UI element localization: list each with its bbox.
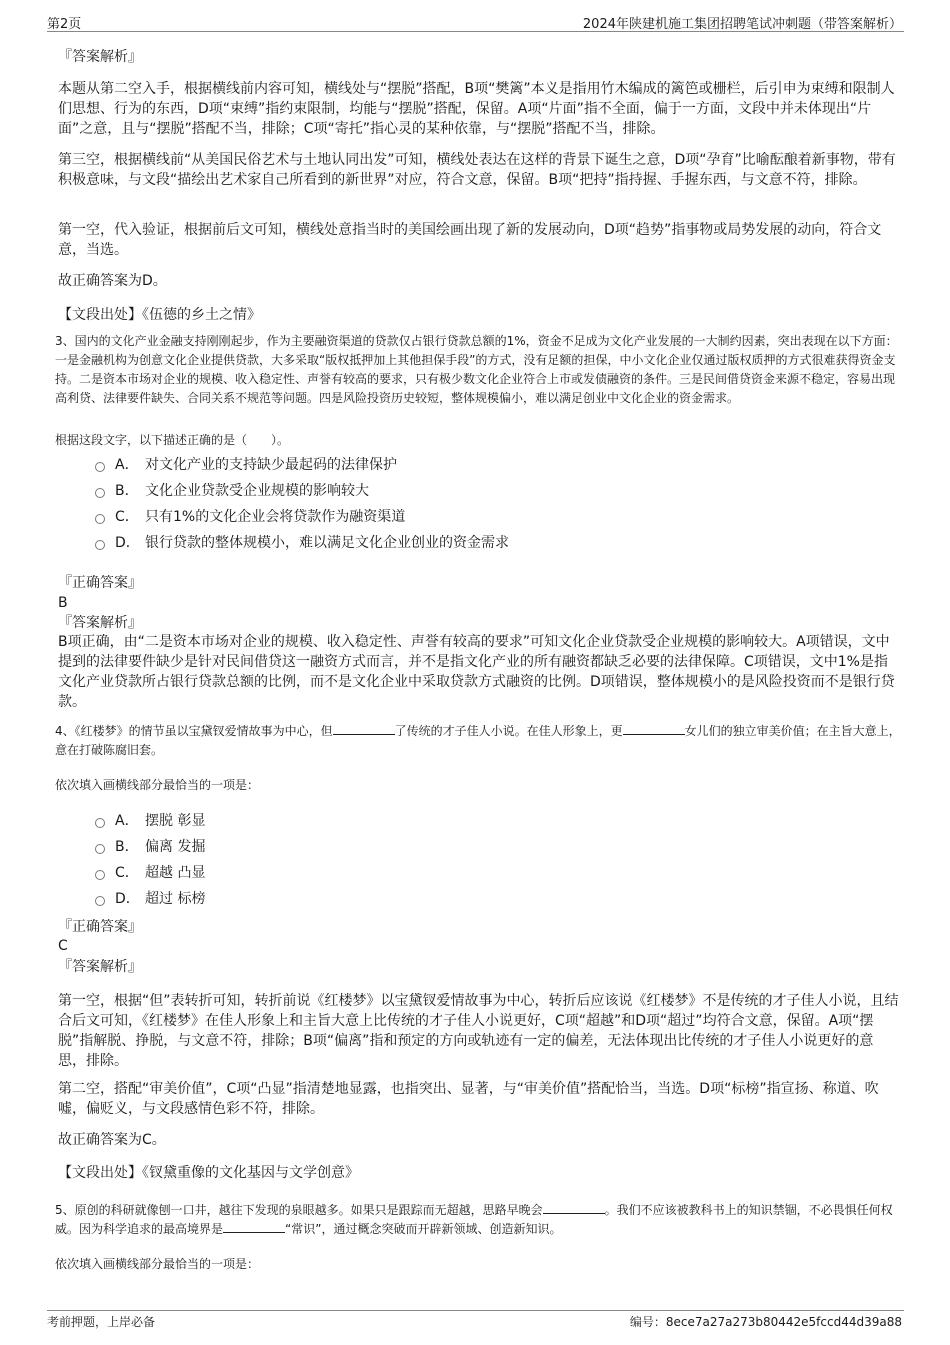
q4-option-a[interactable]: A． 摆脱 彰显: [95, 811, 205, 831]
radio-icon[interactable]: [95, 844, 105, 854]
footer-slogan: 考前押题，上岸必备: [47, 1315, 156, 1329]
q4-option-d[interactable]: D． 超过 标榜: [95, 889, 205, 909]
radio-icon[interactable]: [95, 540, 105, 550]
radio-icon[interactable]: [95, 488, 105, 498]
q3-option-d[interactable]: D． 银行贷款的整体规模小，难以满足文化企业创业的资金需求: [95, 533, 509, 553]
q4-answer-tag: 『正确答案』: [58, 919, 142, 935]
q3-answer-tag: 『正确答案』: [58, 575, 142, 591]
q4-answer: C: [58, 938, 68, 954]
fill-blank: [223, 1220, 285, 1233]
q4-option-b[interactable]: B． 偏离 发掘: [95, 837, 205, 857]
radio-icon[interactable]: [95, 462, 105, 472]
q2-analysis-tag: 『答案解析』: [58, 49, 142, 65]
fill-blank: [543, 1201, 605, 1214]
page-number: 第2页: [47, 17, 82, 32]
fill-blank: [623, 722, 685, 735]
footer-divider: [47, 1310, 904, 1311]
q2-source: 【文段出处】《伍德的乡土之情》: [58, 307, 261, 323]
q2-conclusion: 故正确答案为D。: [58, 273, 167, 289]
q3-option-a[interactable]: A． 对文化产业的支持缺少最起码的法律保护: [95, 455, 397, 475]
q4-source: 【文段出处】《钗黛重像的文化基因与文学创意》: [58, 1165, 359, 1181]
q3-stem: 3、国内的文化产业金融支持刚刚起步，作为主要融资渠道的贷款仅占银行贷款总额的1%，资金不足成为文化产业发展的一大制约因素，突出表现在以下方面：一是金融机构为创意文化企业提供贷款，大多采取“版权抵押加上其他担保手段”的方式，没有足额的担保，中小文化企业仅通过版权质押的方式很难获得资金支持。二是资本市场对企业的规模、收入稳定性、声誉有较高的要求，只有极少数文化企业符合上市或发债融资的条件。三是民间借贷资金来源不稳定，容易出现高利贷、法律要件缺失、合同关系不规范等问题。四是风险投资历史较短，整体规模偏小，难以满足创业中文化企业的资金需求。: [55, 334, 898, 405]
q4-stem: 4、《红楼梦》的情节虽以宝黛钗爱情故事为中心，但 了传统的才子佳人小说。在佳人形象上，更 女儿们的独立审美价值；在主旨大意上，意在打破陈腐旧套。: [55, 724, 901, 757]
q4-conclusion: 故正确答案为C。: [58, 1132, 166, 1148]
q5-stem: 5、原创的科研就像刨一口井，越往下发现的泉眼越多。如果只是跟踪而无超越，思路早晚会 。我们不应该被教科书上的知识禁锢，不必畏惧任何权威。因为科学追求的最高境界是 “常识”，通过概念突破而开辟新领域、创造新知识。: [55, 1203, 893, 1236]
q4-analysis-tag: 『答案解析』: [58, 959, 142, 975]
radio-icon[interactable]: [95, 896, 105, 906]
document-title: 2024年陕建机施工集团招聘笔试冲刺题（带答案解析）: [582, 17, 902, 32]
q3-analysis: B项正确，由“二是资本市场对企业的规模、收入稳定性、声誉有较高的要求”可知文化企业贷款受企业规模的影响较大。A项错误，文中提到的法律要件缺少是针对民间借贷这一融资方式而言，并不是指文化产业的所有融资都缺乏必要的法律保障。C项错误，文中1%是指文化产业贷款所占银行贷款总额的比例，而不是文化企业中采取贷款方式融资的比例。D项错误，整体规模小的是风险投资而不是银行贷款。: [58, 634, 895, 710]
q4-prompt: 依次填入画横线部分最恰当的一项是：: [55, 778, 260, 792]
radio-icon[interactable]: [95, 870, 105, 880]
q4-option-c[interactable]: C． 超越 凸显: [95, 863, 205, 883]
q3-analysis-tag: 『答案解析』: [58, 615, 142, 631]
q3-option-c[interactable]: C． 只有1%的文化企业会将贷款作为融资渠道: [95, 507, 405, 527]
q2-analysis-para1: 本题从第二空入手，根据横线前内容可知，横线处与“摆脱”搭配，B项“樊篱”本义是指用竹木编成的篱笆或栅栏，后引申为束缚和限制人们思想、行为的东西，D项“束缚”指约束限制，均能与“摆脱”搭配，保留。A项“片面”指不全面，偏于一方面，文段中并未体现出“片面”之意，且与“摆脱”搭配不当，排除；C项“寄托”指心灵的某种依靠，与“摆脱”搭配不当，排除。: [58, 81, 895, 137]
q2-analysis-para3: 第一空，代入验证，根据前后文可知，横线处意指当时的美国绘画出现了新的发展动向，D项“趋势”指事物或局势发展的动向，符合文意，当选。: [58, 222, 882, 258]
fill-blank: [333, 722, 395, 735]
q3-answer: B: [58, 595, 68, 611]
footer-code: 编号：8ece7a27a273b80442e5fccd44d39a88: [629, 1315, 902, 1329]
q3-option-b[interactable]: B． 文化企业贷款受企业规模的影响较大: [95, 481, 369, 501]
header-divider: [47, 31, 904, 32]
q4-analysis-para2: 第二空，搭配“审美价值”，C项“凸显”指清楚地显露，也指突出、显著，与“审美价值”搭配恰当，当选。D项“标榜”指宣扬、称道、吹嘘，偏贬义，与文段感情色彩不符，排除。: [58, 1081, 879, 1117]
radio-icon[interactable]: [95, 514, 105, 524]
q4-analysis-para1: 第一空，根据“但”表转折可知，转折前说《红楼梦》以宝黛钗爱情故事为中心，转折后应该说《红楼梦》不是传统的才子佳人小说，且结合后文可知，《红楼梦》在佳人形象上和主旨大意上比传统的才子佳人小说更好，C项“超越”和D项“超过”均符合文意，保留。A项“摆脱”指解脱、挣脱，与文意不符，排除；B项“偏离”指和预定的方向或轨迹有一定的偏差，无法体现出比传统的才子佳人小说更好的意思，排除。: [58, 993, 899, 1069]
q2-analysis-para2: 第三空，根据横线前“从美国民俗艺术与土地认同出发”可知，横线处表达在这样的背景下诞生之意，D项“孕育”比喻酝酿着新事物，带有积极意味，与文段“描绘出艺术家自己所看到的新世界”对应，符合文意，保留。B项“把持”指持握、手握东西，与文意不符，排除。: [58, 152, 896, 188]
q3-prompt: 根据这段文字，以下描述正确的是（ ）。: [55, 433, 290, 447]
q5-prompt: 依次填入画横线部分最恰当的一项是：: [55, 1257, 260, 1271]
radio-icon[interactable]: [95, 818, 105, 828]
